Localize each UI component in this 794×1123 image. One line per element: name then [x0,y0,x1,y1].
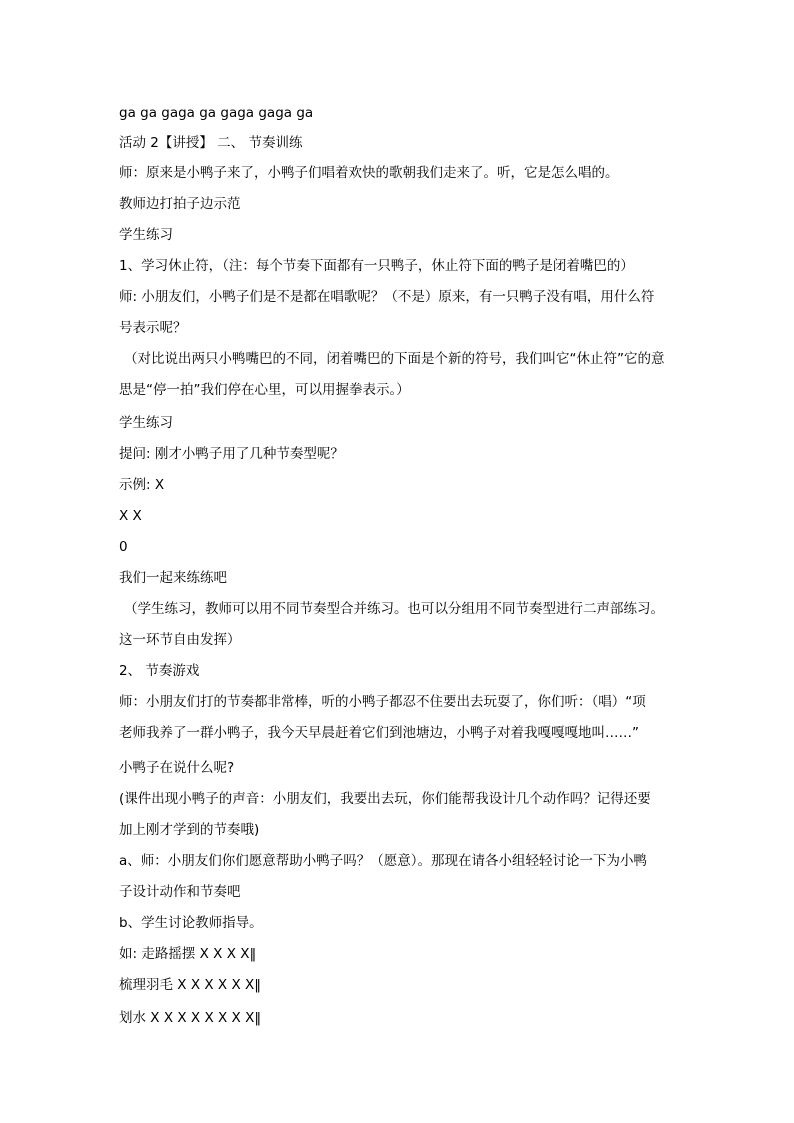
text-line: 师: 小朋友们，小鸭子们是不是都在唱歌呢？（不是）原来，有一只鸭子没有唱，用什么符 [119,289,655,305]
activity-heading: 活动 2【讲授】 二、 节奏训练 [119,135,303,151]
rhythm-example: 如: 走路摇摆 X X X X‖ [119,946,257,962]
rhythm-example: 0 [119,539,128,555]
text-line: （学生练习，教师可以用不同节奏型合并练习。也可以分组用不同节奏型进行二声部练习。 [124,601,664,617]
text-line: 师：小朋友们打的节奏都非常棒，听的小鸭子都忍不住要出去玩耍了，你们听：（唱）“项 [119,694,646,710]
text-line: b、学生讨论教师指导。 [119,915,263,931]
text-line: 提问: 刚才小鸭子用了几种节奏型呢？ [119,446,344,462]
text-line: 学生练习 [119,227,173,243]
text-line: (课件出现小鸭子的声音：小朋友们，我要出去玩，你们能帮我设计几个动作吗？记得还要 [119,791,651,807]
text-line: 子设计动作和节奏吧 [119,884,241,900]
text-line: 思是“停一拍”我们停在心里，可以用握拳表示。） [119,382,410,398]
text-line: （对比说出两只小鸭嘴巴的不同，闭着嘴巴的下面是个新的符号，我们叫它“休止符”它的意 [124,351,665,367]
text-line: 我们一起来练练吧 [119,570,227,586]
text-line: 小鸭子在说什么呢? [119,760,235,776]
rhythm-example: 示例: X [119,477,165,493]
text-line: ga ga gaga ga gaga gaga ga [119,105,314,121]
text-line: a、师：小朋友们你们愿意帮助小鸭子吗？（愿意）。那现在请各小组轻轻讨论一下为小鸭 [119,853,648,869]
text-line: 1、学习休止符，（注：每个节奏下面都有一只鸭子，休止符下面的鸭子是闭着嘴巴的） [119,258,634,274]
section-heading: 2、 节奏游戏 [119,663,200,679]
text-line: 号表示呢？ [119,320,187,336]
rhythm-example: 划水 X X X X X X X X‖ [119,1010,262,1026]
text-line: 学生练习 [119,415,173,431]
text-line: 加上刚才学到的节奏哦) [119,822,260,838]
text-line: 老师我养了一群小鸭子，我今天早晨赶着它们到池塘边，小鸭子对着我嘎嘎嘎地叫……” [119,725,639,741]
rhythm-example: 梳理羽毛 X X X X X X‖ [119,977,261,993]
text-line: 师：原来是小鸭子来了，小鸭子们唱着欢快的歌朝我们走来了。听，它是怎么唱的。 [119,165,619,181]
rhythm-example: X X [119,508,142,524]
text-line: 这一环节自由发挥） [119,632,241,648]
text-line: 教师边打拍子边示范 [119,196,241,212]
